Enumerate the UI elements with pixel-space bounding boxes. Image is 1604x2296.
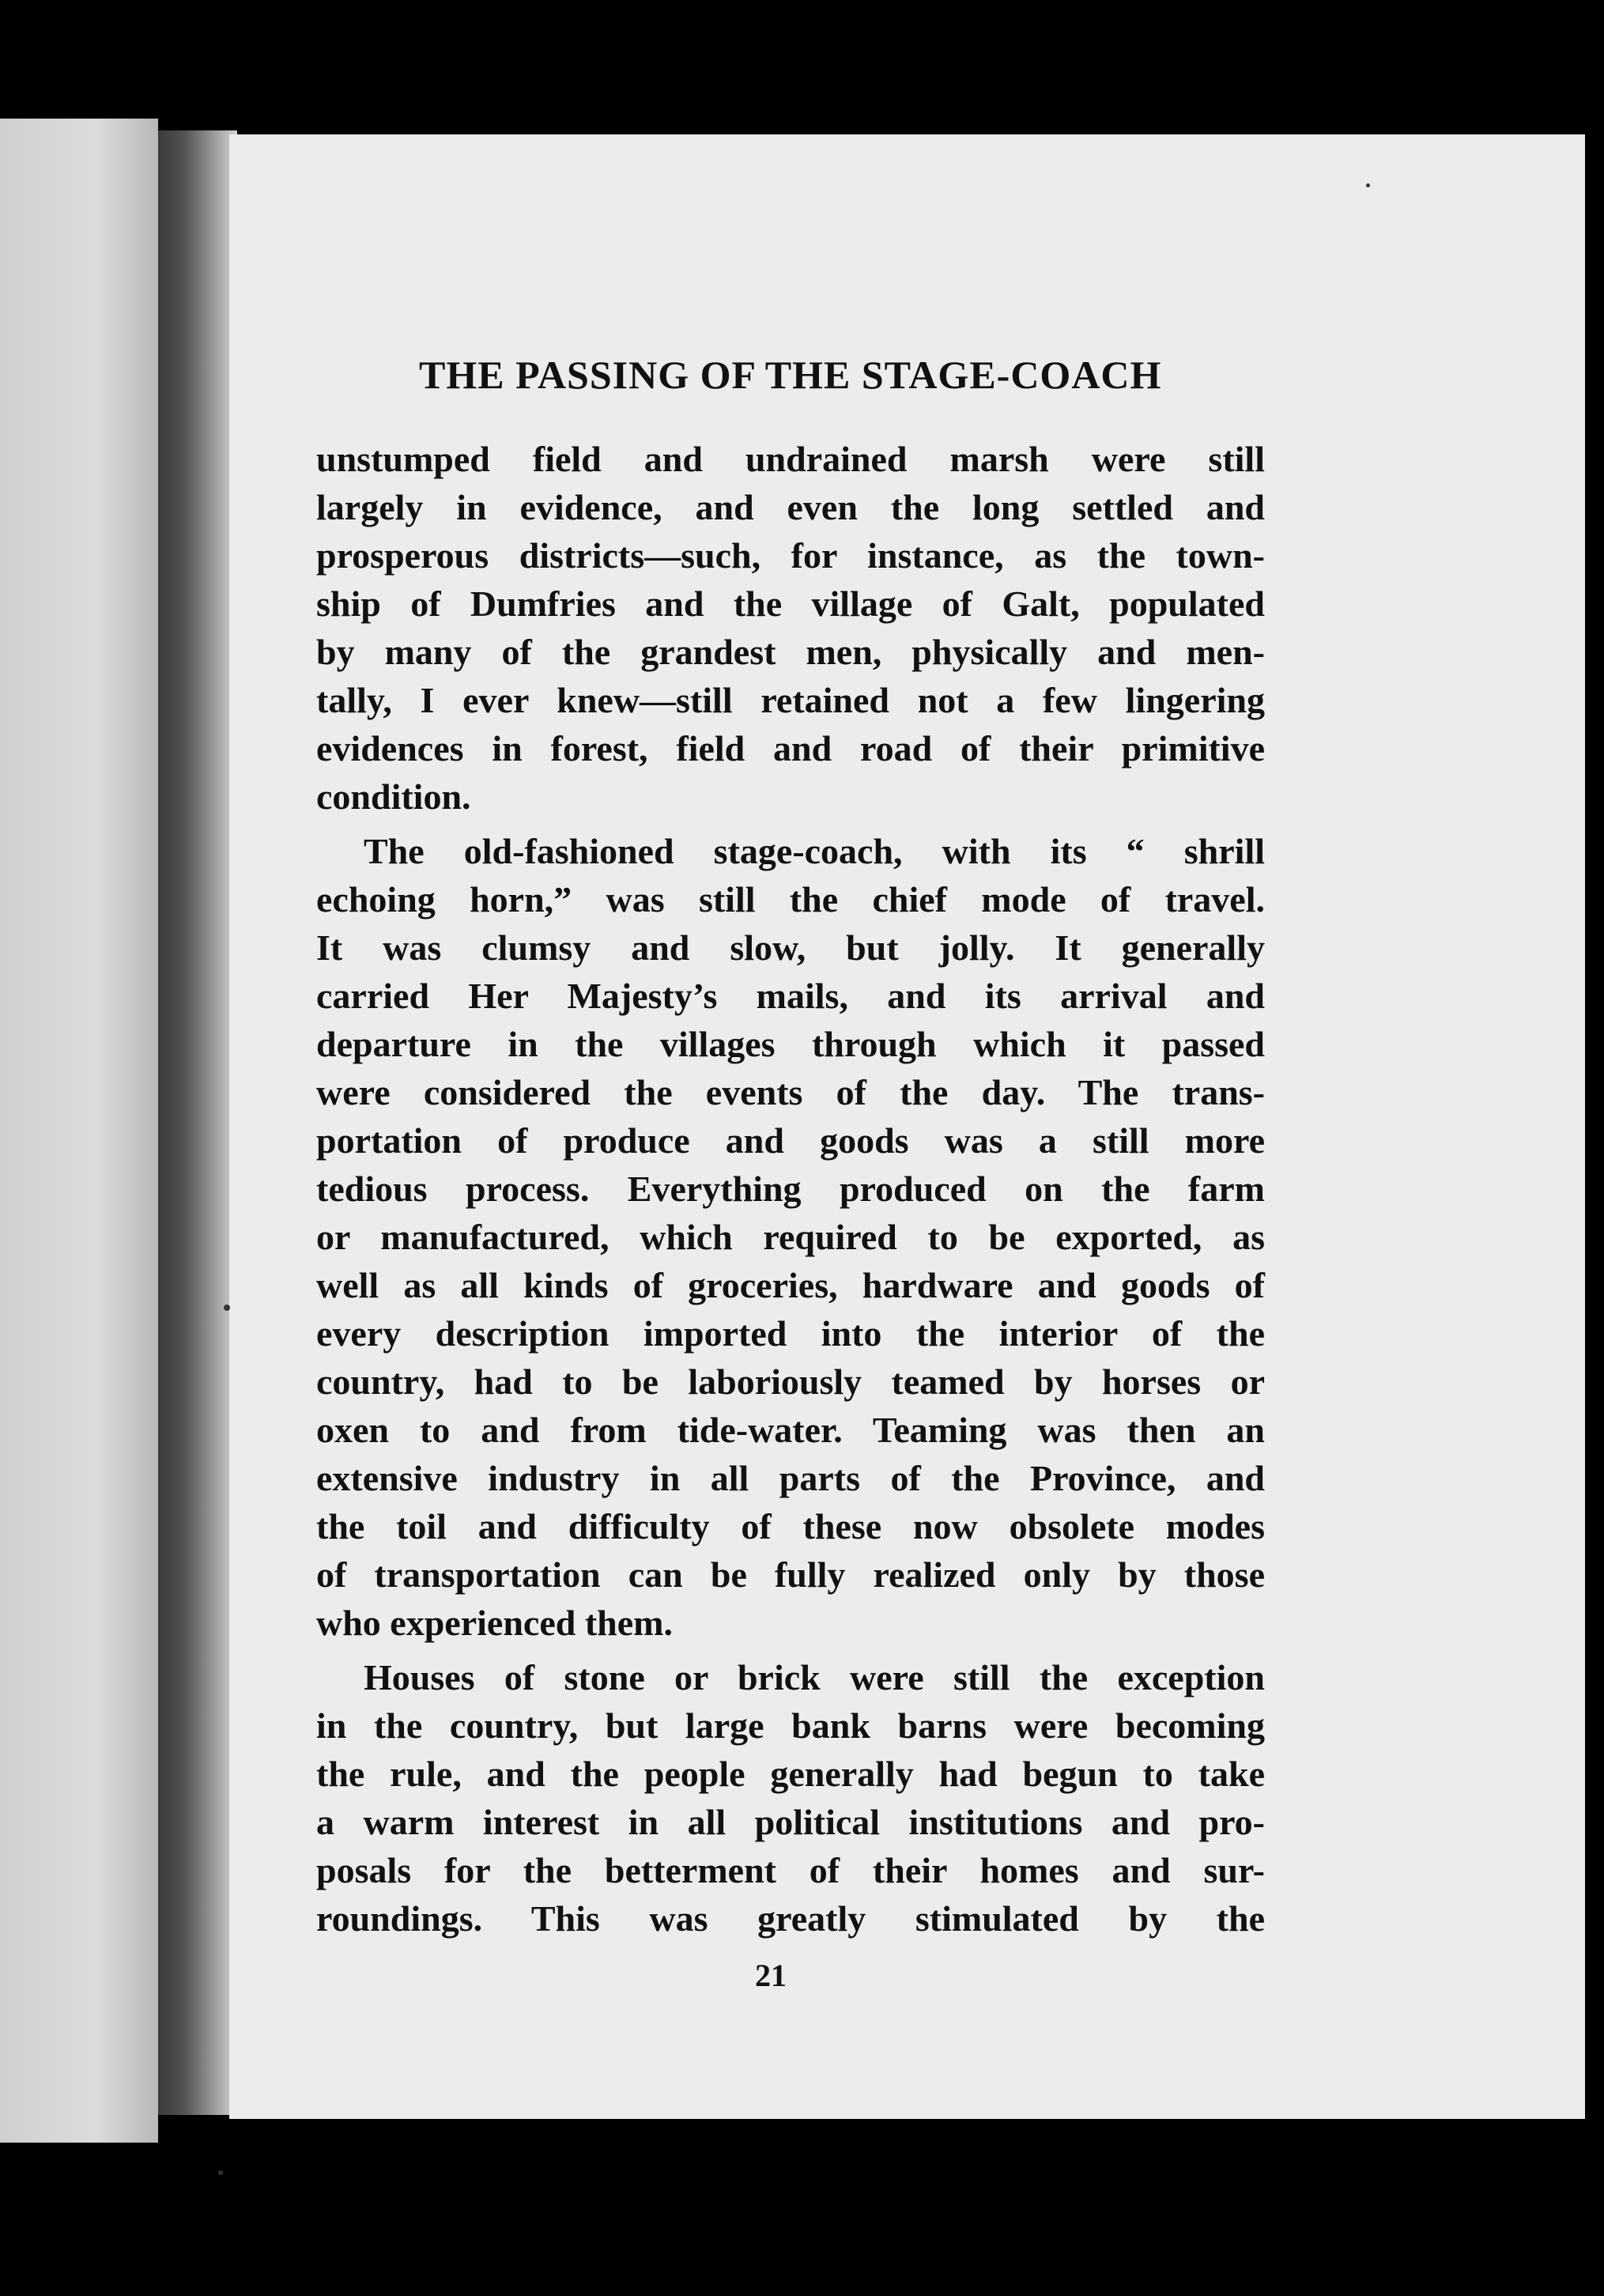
text-line: It was clumsy and slow, but jolly. It generally [316,927,1265,968]
text-line: a warm interest in all political institutions and pro- [316,1802,1265,1842]
scan-speck [1366,183,1370,187]
book-spine-gutter [158,130,237,2115]
text-line: in the country, but large bank barns were becoming [316,1705,1265,1746]
text-line: roundings. This was greatly stimulated by the [316,1898,1265,1939]
text-line: or manufactured, which required to be exported, as [316,1217,1265,1257]
running-head: THE PASSING OF THE STAGE-COACH [419,353,1162,397]
text-line: oxen to and from tide-water. Teaming was then an [316,1410,1265,1450]
text-line: the rule, and the people generally had begun to take [316,1754,1265,1794]
text-line: every description imported into the interior of the [316,1313,1265,1354]
body-text [316,435,1265,1943]
text-line: ship of Dumfries and the village of Galt, populated [316,583,1265,624]
text-line: unstumped field and undrained marsh were still [316,439,1265,479]
text-line: tally, I ever knew—still retained not a few lingering [316,680,1265,720]
text-line: carried Her Majesty’s mails, and its arrival and [316,976,1265,1016]
text-line: posals for the betterment of their homes and sur- [316,1850,1265,1890]
text-line: The old-fashioned stage-coach, with its “ shrill [364,831,1265,871]
text-line: who experienced them. [316,1603,673,1643]
text-line: of transportation can be fully realized only by those [316,1554,1265,1595]
scan-speck [218,2170,223,2175]
text-line: by many of the grandest men, physically and men- [316,632,1265,672]
text-line: largely in evidence, and even the long settled and [316,487,1265,527]
text-line: country, had to be laboriously teamed by horses or [316,1361,1265,1402]
text-line: well as all kinds of groceries, hardware and goods of [316,1265,1265,1305]
text-line: portation of produce and goods was a still more [316,1120,1265,1161]
text-line: evidences in forest, field and road of their primitive [316,728,1265,768]
text-line: condition. [316,776,471,817]
text-line: tedious process. Everything produced on the farm [316,1169,1265,1209]
text-line: departure in the villages through which it passed [316,1024,1265,1064]
scan-speck [224,1305,230,1311]
page-number: 21 [755,1958,787,1993]
text-line: the toil and difficulty of these now obsolete modes [316,1506,1265,1546]
text-line: prosperous districts—such, for instance, as the town- [316,535,1265,576]
text-line: Houses of stone or brick were still the exception [364,1657,1265,1697]
text-line: extensive industry in all parts of the Province, and [316,1458,1265,1498]
text-line: were considered the events of the day. The trans- [316,1072,1265,1112]
left-page-edge [0,119,158,2143]
text-line: echoing horn,” was still the chief mode of travel. [316,879,1265,920]
